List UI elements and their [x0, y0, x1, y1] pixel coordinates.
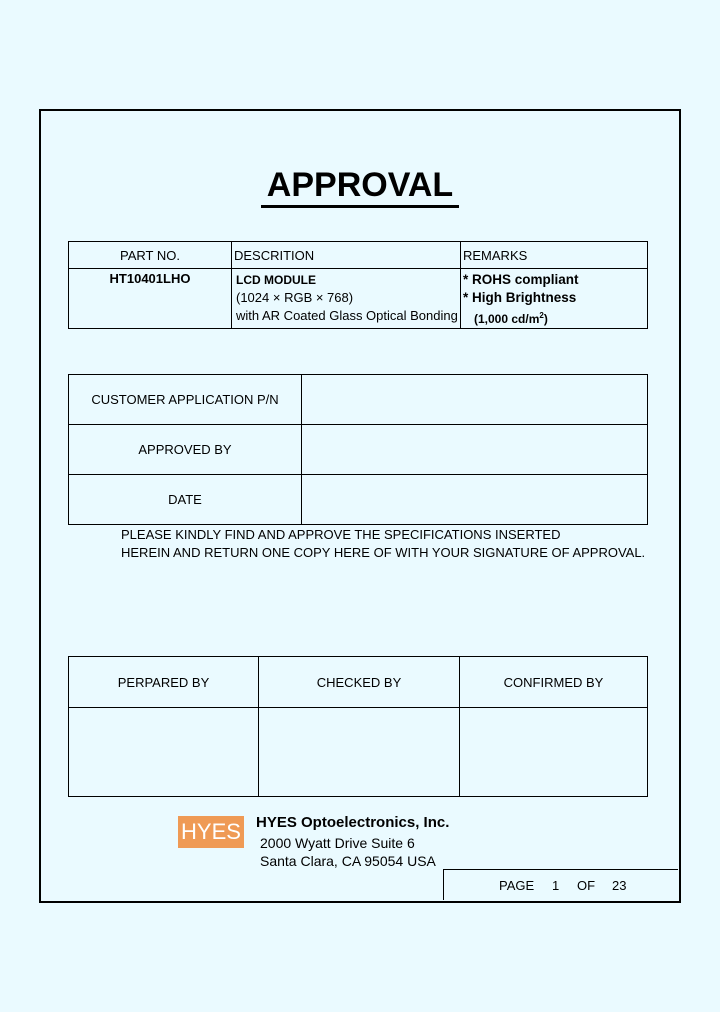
page-title: APPROVAL — [0, 165, 720, 208]
part-number: HT10401LHO — [69, 269, 232, 329]
remark-luminance: (1,000 $cd/m^2$) — [474, 311, 548, 326]
remarks-cell — [461, 269, 648, 329]
note-line-2: HEREIN AND RETURN ONE COPY HERE OF WITH YOUR SIGNATURE OF APPROVAL. — [121, 545, 646, 560]
page-number-box — [443, 869, 678, 900]
page-current: 1 — [552, 878, 560, 893]
description-line-3: with AR Coated Glass Optical Bonding — [236, 308, 458, 323]
approved-by-label: APPROVED BY — [69, 425, 302, 475]
description-cell — [232, 269, 461, 329]
signature-table — [68, 656, 648, 797]
description-line-1: LCD MODULE — [236, 273, 316, 287]
confirmed-by-field[interactable] — [460, 708, 648, 797]
note-line-1: PLEASE KINDLY FIND AND APPROVE THE SPECIFICATIONS INSERTED — [121, 527, 561, 542]
customer-application-field[interactable] — [302, 375, 648, 425]
remark-rohs: * ROHS compliant — [463, 272, 579, 287]
approval-note — [121, 526, 645, 562]
page-total: 23 — [612, 878, 627, 893]
company-address-line-1: 2000 Wyatt Drive Suite 6 — [260, 835, 415, 851]
header-part-no: PART NO. — [69, 242, 232, 269]
checked-by-field[interactable] — [259, 708, 460, 797]
customer-application-label: CUSTOMER APPLICATION P/N — [69, 375, 302, 425]
hyes-logo: HYES — [178, 816, 244, 848]
date-label: DATE — [69, 475, 302, 525]
company-address-line-2: Santa Clara, CA 95054 USA — [260, 853, 436, 869]
page-of-label: OF — [577, 878, 596, 893]
spec-table — [68, 241, 648, 329]
description-line-2: (1024 × RGB × 768) — [236, 290, 354, 305]
page-label: PAGE — [499, 878, 535, 893]
approved-by-field[interactable] — [302, 425, 648, 475]
prepared-by-field[interactable] — [69, 708, 259, 797]
confirmed-by-label: CONFIRMED BY — [460, 657, 648, 708]
date-field[interactable] — [302, 475, 648, 525]
customer-table — [68, 374, 648, 525]
remark-brightness: * High Brightness — [463, 290, 577, 305]
company-name: HYES Optoelectronics, Inc. — [256, 814, 450, 831]
prepared-by-label: PERPARED BY — [69, 657, 259, 708]
header-remarks: REMARKS — [461, 242, 648, 269]
header-description: DESCRITION — [232, 242, 461, 269]
checked-by-label: CHECKED BY — [259, 657, 460, 708]
